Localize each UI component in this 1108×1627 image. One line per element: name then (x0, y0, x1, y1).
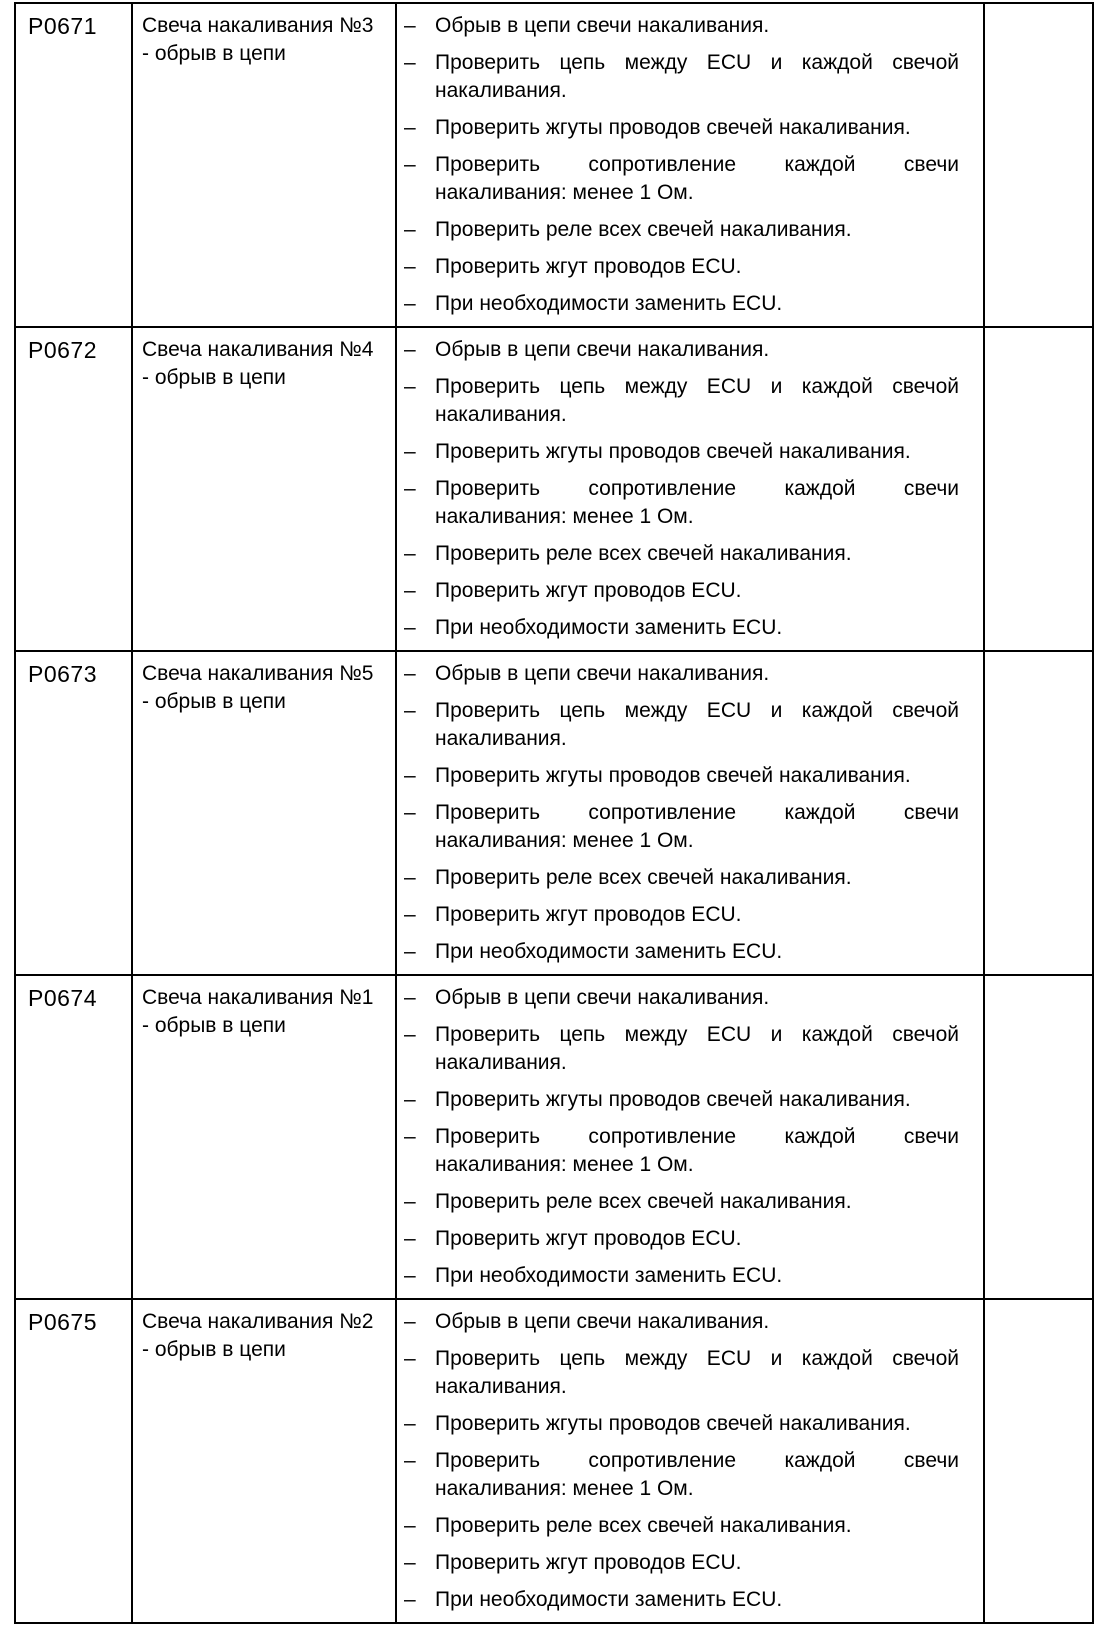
step-text: Проверить цепь между ECU и каждой свечой накаливания. (435, 375, 959, 426)
step-text: Проверить сопротивление каждой свечи накаливания: менее 1 Ом. (435, 801, 959, 852)
dtc-code: P0674 (28, 985, 98, 1011)
dash-bullet: – (404, 986, 416, 1009)
table-row (15, 3, 1093, 327)
diagnostic-step (402, 984, 959, 1012)
step-text: Проверить жгуты проводов свечей накаливания. (435, 440, 911, 463)
step-text: Обрыв в цепи свечи накаливания. (435, 338, 770, 361)
dash-bullet: – (404, 801, 416, 824)
step-text: Проверить реле всех свечей накаливания. (435, 1514, 852, 1537)
dash-bullet: – (404, 1310, 416, 1333)
diagnostic-step (402, 336, 959, 364)
diagnostic-step (402, 799, 959, 855)
dash-bullet: – (404, 866, 416, 889)
dtc-code: P0671 (28, 13, 98, 39)
diagnostic-step (402, 1188, 959, 1216)
step-text: Проверить цепь между ECU и каждой свечой накаливания. (435, 1347, 959, 1398)
step-text: Проверить сопротивление каждой свечи накаливания: менее 1 Ом. (435, 477, 959, 528)
diagnostic-step (402, 938, 959, 966)
dash-bullet: – (404, 255, 416, 278)
dash-bullet: – (404, 440, 416, 463)
dash-bullet: – (404, 1088, 416, 1111)
diagnostic-step (402, 290, 959, 318)
dash-bullet: – (404, 940, 416, 963)
step-text: Проверить реле всех свечей накаливания. (435, 218, 852, 241)
dash-bullet: – (404, 1514, 416, 1537)
dash-bullet: – (404, 477, 416, 500)
step-text: При необходимости заменить ECU. (435, 292, 783, 315)
dash-bullet: – (404, 153, 416, 176)
dash-bullet: – (404, 1190, 416, 1213)
step-text: Проверить жгут проводов ECU. (435, 255, 742, 278)
dash-bullet: – (404, 1227, 416, 1250)
step-text: Обрыв в цепи свечи накаливания. (435, 14, 770, 37)
dtc-code-cell (15, 1299, 132, 1623)
dash-bullet: – (404, 662, 416, 685)
dash-bullet: – (404, 1023, 416, 1046)
dtc-code: P0675 (28, 1309, 98, 1335)
dash-bullet: – (404, 1449, 416, 1472)
dash-bullet: – (404, 1347, 416, 1370)
diagnostic-step (402, 49, 959, 105)
dash-bullet: – (404, 1412, 416, 1435)
dtc-diagnostics-cell (396, 1299, 984, 1623)
step-text: Проверить жгут проводов ECU. (435, 579, 742, 602)
diagnostic-step (402, 216, 959, 244)
dtc-description-line2: - обрыв в цепи (142, 1338, 286, 1361)
table-row (15, 327, 1093, 651)
dash-bullet: – (404, 116, 416, 139)
step-text: Проверить реле всех свечей накаливания. (435, 542, 852, 565)
step-text: При необходимости заменить ECU. (435, 1264, 783, 1287)
dash-bullet: – (404, 338, 416, 361)
dash-bullet: – (404, 51, 416, 74)
dtc-diagnostics-cell (396, 327, 984, 651)
step-text: Проверить жгуты проводов свечей накаливания. (435, 1412, 911, 1435)
dash-bullet: – (404, 218, 416, 241)
dtc-code: P0673 (28, 661, 98, 687)
dtc-description-line1: Свеча накаливания №2 (142, 1310, 374, 1333)
diagnostic-step (402, 253, 959, 281)
dash-bullet: – (404, 579, 416, 602)
dash-bullet: – (404, 1264, 416, 1287)
dtc-description-line2: - обрыв в цепи (142, 42, 286, 65)
diagnostic-step (402, 475, 959, 531)
dash-bullet: – (404, 903, 416, 926)
dash-bullet: – (404, 1551, 416, 1574)
step-text: Проверить сопротивление каждой свечи накаливания: менее 1 Ом. (435, 1125, 959, 1176)
dash-bullet: – (404, 1125, 416, 1148)
step-text: Обрыв в цепи свечи накаливания. (435, 986, 770, 1009)
step-text: Проверить жгут проводов ECU. (435, 1227, 742, 1250)
dtc-notes-cell (984, 975, 1093, 1299)
diagnostic-step (402, 1086, 959, 1114)
dtc-description-line1: Свеча накаливания №1 (142, 986, 374, 1009)
dtc-notes-cell (984, 1299, 1093, 1623)
diagnostic-step (402, 438, 959, 466)
step-text: Проверить сопротивление каждой свечи накаливания: менее 1 Ом. (435, 153, 959, 204)
dtc-description-cell (132, 651, 396, 975)
dtc-code-cell (15, 975, 132, 1299)
dtc-description-line1: Свеча накаливания №5 (142, 662, 374, 685)
dtc-diagnostics-cell (396, 3, 984, 327)
dtc-table (14, 2, 1094, 1624)
dtc-code: P0672 (28, 337, 98, 363)
dash-bullet: – (404, 375, 416, 398)
dash-bullet: – (404, 699, 416, 722)
diagnostic-step (402, 1345, 959, 1401)
diagnostic-step (402, 1262, 959, 1290)
table-row (15, 975, 1093, 1299)
diagnostic-step (402, 660, 959, 688)
dtc-description-line2: - обрыв в цепи (142, 690, 286, 713)
step-text: Проверить жгут проводов ECU. (435, 1551, 742, 1574)
step-text: Обрыв в цепи свечи накаливания. (435, 1310, 770, 1333)
step-text: Проверить цепь между ECU и каждой свечой накаливания. (435, 1023, 959, 1074)
diagnostic-step (402, 614, 959, 642)
table-row (15, 1299, 1093, 1623)
step-text: Проверить цепь между ECU и каждой свечой накаливания. (435, 51, 959, 102)
dash-bullet: – (404, 542, 416, 565)
dash-bullet: – (404, 1588, 416, 1611)
diagnostic-step (402, 540, 959, 568)
dtc-description-cell (132, 3, 396, 327)
diagnostic-step (402, 1308, 959, 1336)
step-text: Проверить цепь между ECU и каждой свечой накаливания. (435, 699, 959, 750)
dash-bullet: – (404, 14, 416, 37)
diagnostic-step (402, 901, 959, 929)
diagnostic-step (402, 12, 959, 40)
dtc-code-cell (15, 327, 132, 651)
diagnostic-step (402, 697, 959, 753)
dtc-description-line1: Свеча накаливания №4 (142, 338, 374, 361)
dtc-code-cell (15, 3, 132, 327)
step-text: Проверить жгуты проводов свечей накаливания. (435, 764, 911, 787)
step-text: Обрыв в цепи свечи накаливания. (435, 662, 770, 685)
step-text: Проверить жгуты проводов свечей накаливания. (435, 1088, 911, 1111)
table-row (15, 651, 1093, 975)
diagnostic-step (402, 373, 959, 429)
step-text: Проверить жгуты проводов свечей накаливания. (435, 116, 911, 139)
diagnostic-step (402, 1410, 959, 1438)
diagnostic-step (402, 1225, 959, 1253)
step-text: Проверить жгут проводов ECU. (435, 903, 742, 926)
dtc-description-line2: - обрыв в цепи (142, 366, 286, 389)
dtc-description-cell (132, 975, 396, 1299)
diagnostic-step (402, 864, 959, 892)
dash-bullet: – (404, 764, 416, 787)
diagnostic-step (402, 151, 959, 207)
dtc-notes-cell (984, 327, 1093, 651)
diagnostic-step (402, 1512, 959, 1540)
diagnostic-step (402, 1447, 959, 1503)
diagnostic-step (402, 1021, 959, 1077)
dtc-diagnostics-cell (396, 651, 984, 975)
dtc-description-cell (132, 327, 396, 651)
diagnostic-step (402, 1586, 959, 1614)
step-text: Проверить реле всех свечей накаливания. (435, 1190, 852, 1213)
diagnostic-step (402, 577, 959, 605)
diagnostic-step (402, 1123, 959, 1179)
diagnostic-step (402, 1549, 959, 1577)
step-text: При необходимости заменить ECU. (435, 1588, 783, 1611)
dtc-notes-cell (984, 651, 1093, 975)
dtc-code-cell (15, 651, 132, 975)
dtc-notes-cell (984, 3, 1093, 327)
dtc-description-line1: Свеча накаливания №3 (142, 14, 374, 37)
dtc-diagnostics-cell (396, 975, 984, 1299)
dtc-description-line2: - обрыв в цепи (142, 1014, 286, 1037)
dtc-description-cell (132, 1299, 396, 1623)
step-text: При необходимости заменить ECU. (435, 940, 783, 963)
step-text: Проверить сопротивление каждой свечи накаливания: менее 1 Ом. (435, 1449, 959, 1500)
step-text: Проверить реле всех свечей накаливания. (435, 866, 852, 889)
dash-bullet: – (404, 616, 416, 639)
diagnostic-step (402, 114, 959, 142)
diagnostic-step (402, 762, 959, 790)
dash-bullet: – (404, 292, 416, 315)
step-text: При необходимости заменить ECU. (435, 616, 783, 639)
